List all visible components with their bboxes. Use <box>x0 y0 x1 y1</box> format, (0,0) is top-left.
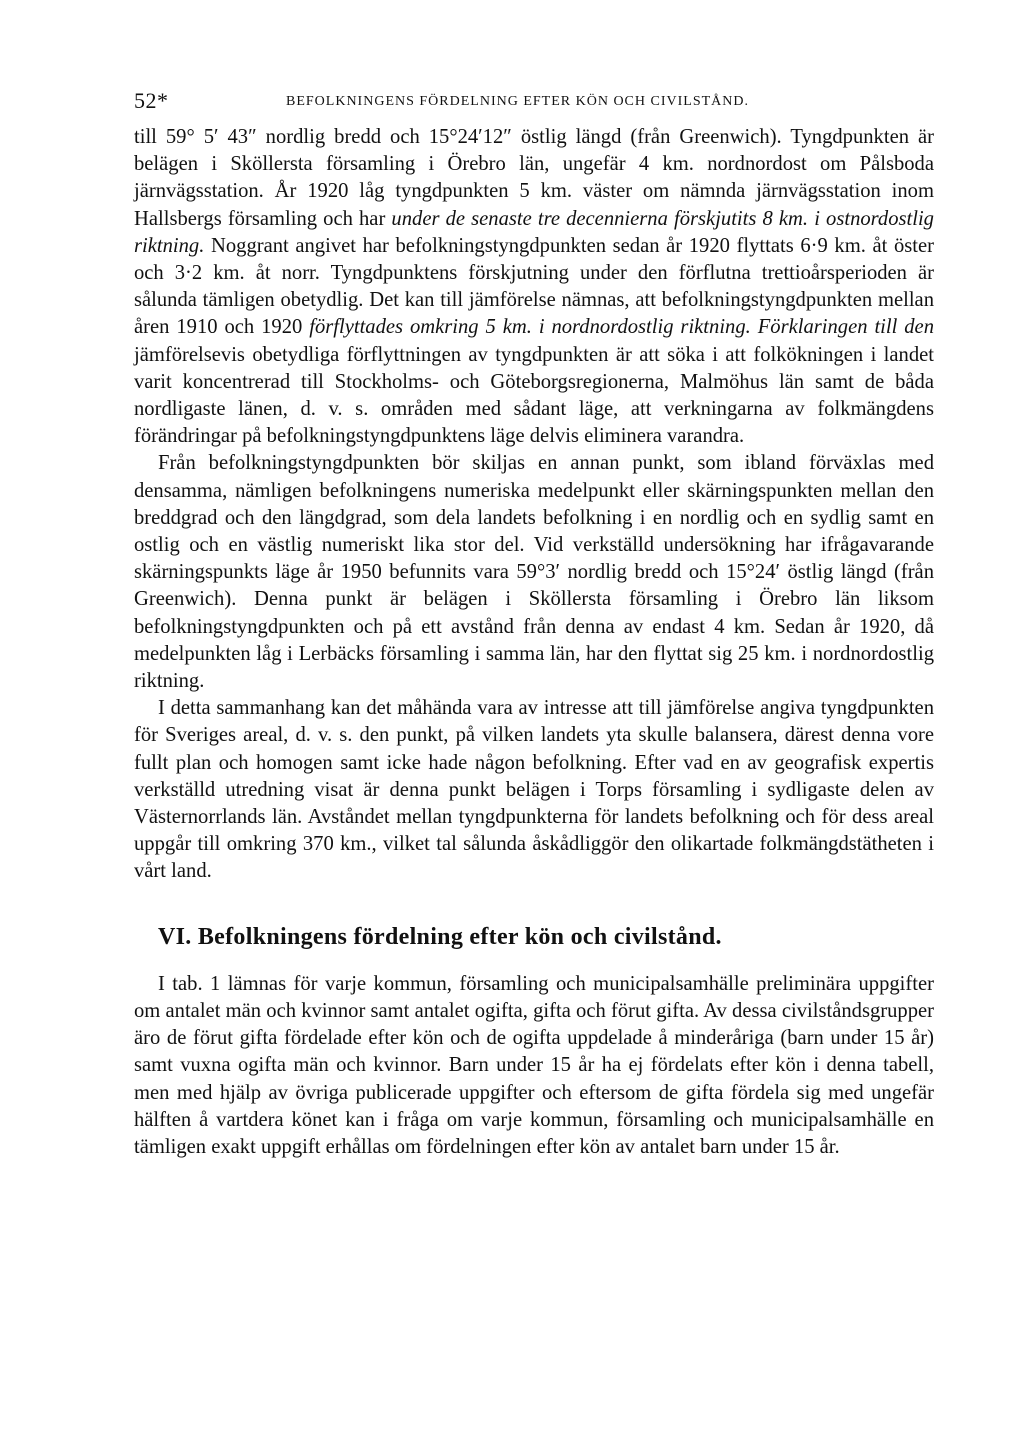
italic-text-run: förflyttades omkring 5 km. i nordnordostlig riktning. <box>309 316 751 339</box>
paragraph <box>134 124 934 450</box>
text-run: I tab. 1 lämnas för varje kommun, församling och municipalsamhälle preliminära uppgifter om antalet män och kvinnor samt antalet ogifta, gifta och förut gifta. Av dessa civilståndsgrupper äro de förut gifta fördelade efter kön och de ogifta uppdelade å minderåriga (barn under 15 år) samt vuxna ogifta män och kvinnor. Barn under 15 år ha ej fördelats efter kön i denna tabell, men med hjälp av övriga publicerade uppgifter och eftersom de gifta fördela sig med ungefär hälften å vartdera könet kan i fråga om varje kommun, församling och municipalsamhälle en tämligen exakt uppgift erhållas om fördelningen efter kön av antalet barn under 15 år. <box>134 972 934 1158</box>
page-number: 52* <box>134 88 169 113</box>
document-page <box>134 88 934 1161</box>
section-body-2 <box>134 971 934 1161</box>
text-run: I detta sammanhang kan det måhända vara av intresse att till jämförelse angiva tyngdpunkten för Sveriges areal, d. v. s. den punkt, på vilken landets yta skulle balansera, därest denna vore fullt plan och homogen samt icke hade någon befolkning. Efter vad en av geografisk expertis verkställd utredning visat är denna punkt belägen i Torps församling i sydligaste delen av Västernorrlands län. Avståndet mellan tyngdpunkterna för landets befolkning och för dess areal uppgår till omkring 370 km., vilket tal sålunda åskådliggör den olikartade folkmängdstätheten i vårt land. <box>134 697 934 883</box>
text-run: till 59° 5′ 43″ nordlig bredd och 15°24′12″ östlig längd (från Greenwich). Tyngdpunkten är belägen i Sköllersta församling i Örebro län, ungefär 4 km. nordnordost om Pålsboda järnvägsstation. År 1920 låg tyngdpunkten 5 km. väster om nämnda järnvägsstation inom Hallsbergs församling och har <box>134 126 934 230</box>
paragraph <box>134 450 934 695</box>
page-header <box>134 88 934 124</box>
text-run: Från befolkningstyngdpunkten bör skiljas en annan punkt, som ibland förväxlas med densamma, nämligen befolkningens numeriska medelpunkt eller skärningspunkten mellan den breddgrad och den längdgrad, som dela landets befolkning i en nordlig och en sydlig samt en ostlig och en västlig numeriskt lika stor del. Vid verkställd undersökning har ifrågavarande skärningspunkts läge år 1950 befunnits vara 59°3′ nordlig bredd och 15°24′ östlig längd (från Greenwich). Denna punkt är belägen i Sköllersta församling i Örebro län liksom befolkningstyngdpunkten och på ett avstånd från denna av endast 4 km. Sedan år 1920, då medelpunkten låg i Lerbäcks församling i samma län, har den flyttat sig 25 km. i nordnordostlig riktning. <box>134 452 934 693</box>
text-run: jämförelsevis obetydliga förflyttningen av tyngdpunkten är att söka i att folkökningen i landet varit koncentrerad till Stockholms- och Göteborgsregionerna, Malmöhus län samt de båda nordligaste länen, d. v. s. områden med sådant läge, att verkningarna av folkmängdens förändringar på befolkningstyngdpunktens läge delvis eliminera varandra. <box>134 343 934 448</box>
section-heading: VI. Befolkningens fördelning efter kön och civilstånd. <box>158 923 722 950</box>
italic-text-run: Förklaringen till den <box>757 316 934 339</box>
text-run: Noggrant angivet har befolkningstyngdpunkten sedan år 1920 flyttats 6·9 km. åt öster och 3·2 km. åt norr. Tyngdpunktens förskjutning under den förflutna trettioårsperioden är sålunda tämligen obetydlig. Det kan till jämförelse nämnas, att befolkningstyngdpunkten mellan åren 1910 och 1920 <box>134 234 934 339</box>
italic-text-run: under de senaste tre decennierna förskjutits 8 km. i ostnordostlig riktning. <box>134 207 934 257</box>
running-head: BEFOLKNINGENS FÖRDELNING EFTER KÖN OCH CIVILSTÅND. <box>286 94 749 109</box>
section-body-1 <box>134 124 934 886</box>
text-run <box>751 316 758 338</box>
paragraph <box>134 971 934 1161</box>
paragraph <box>134 695 934 885</box>
